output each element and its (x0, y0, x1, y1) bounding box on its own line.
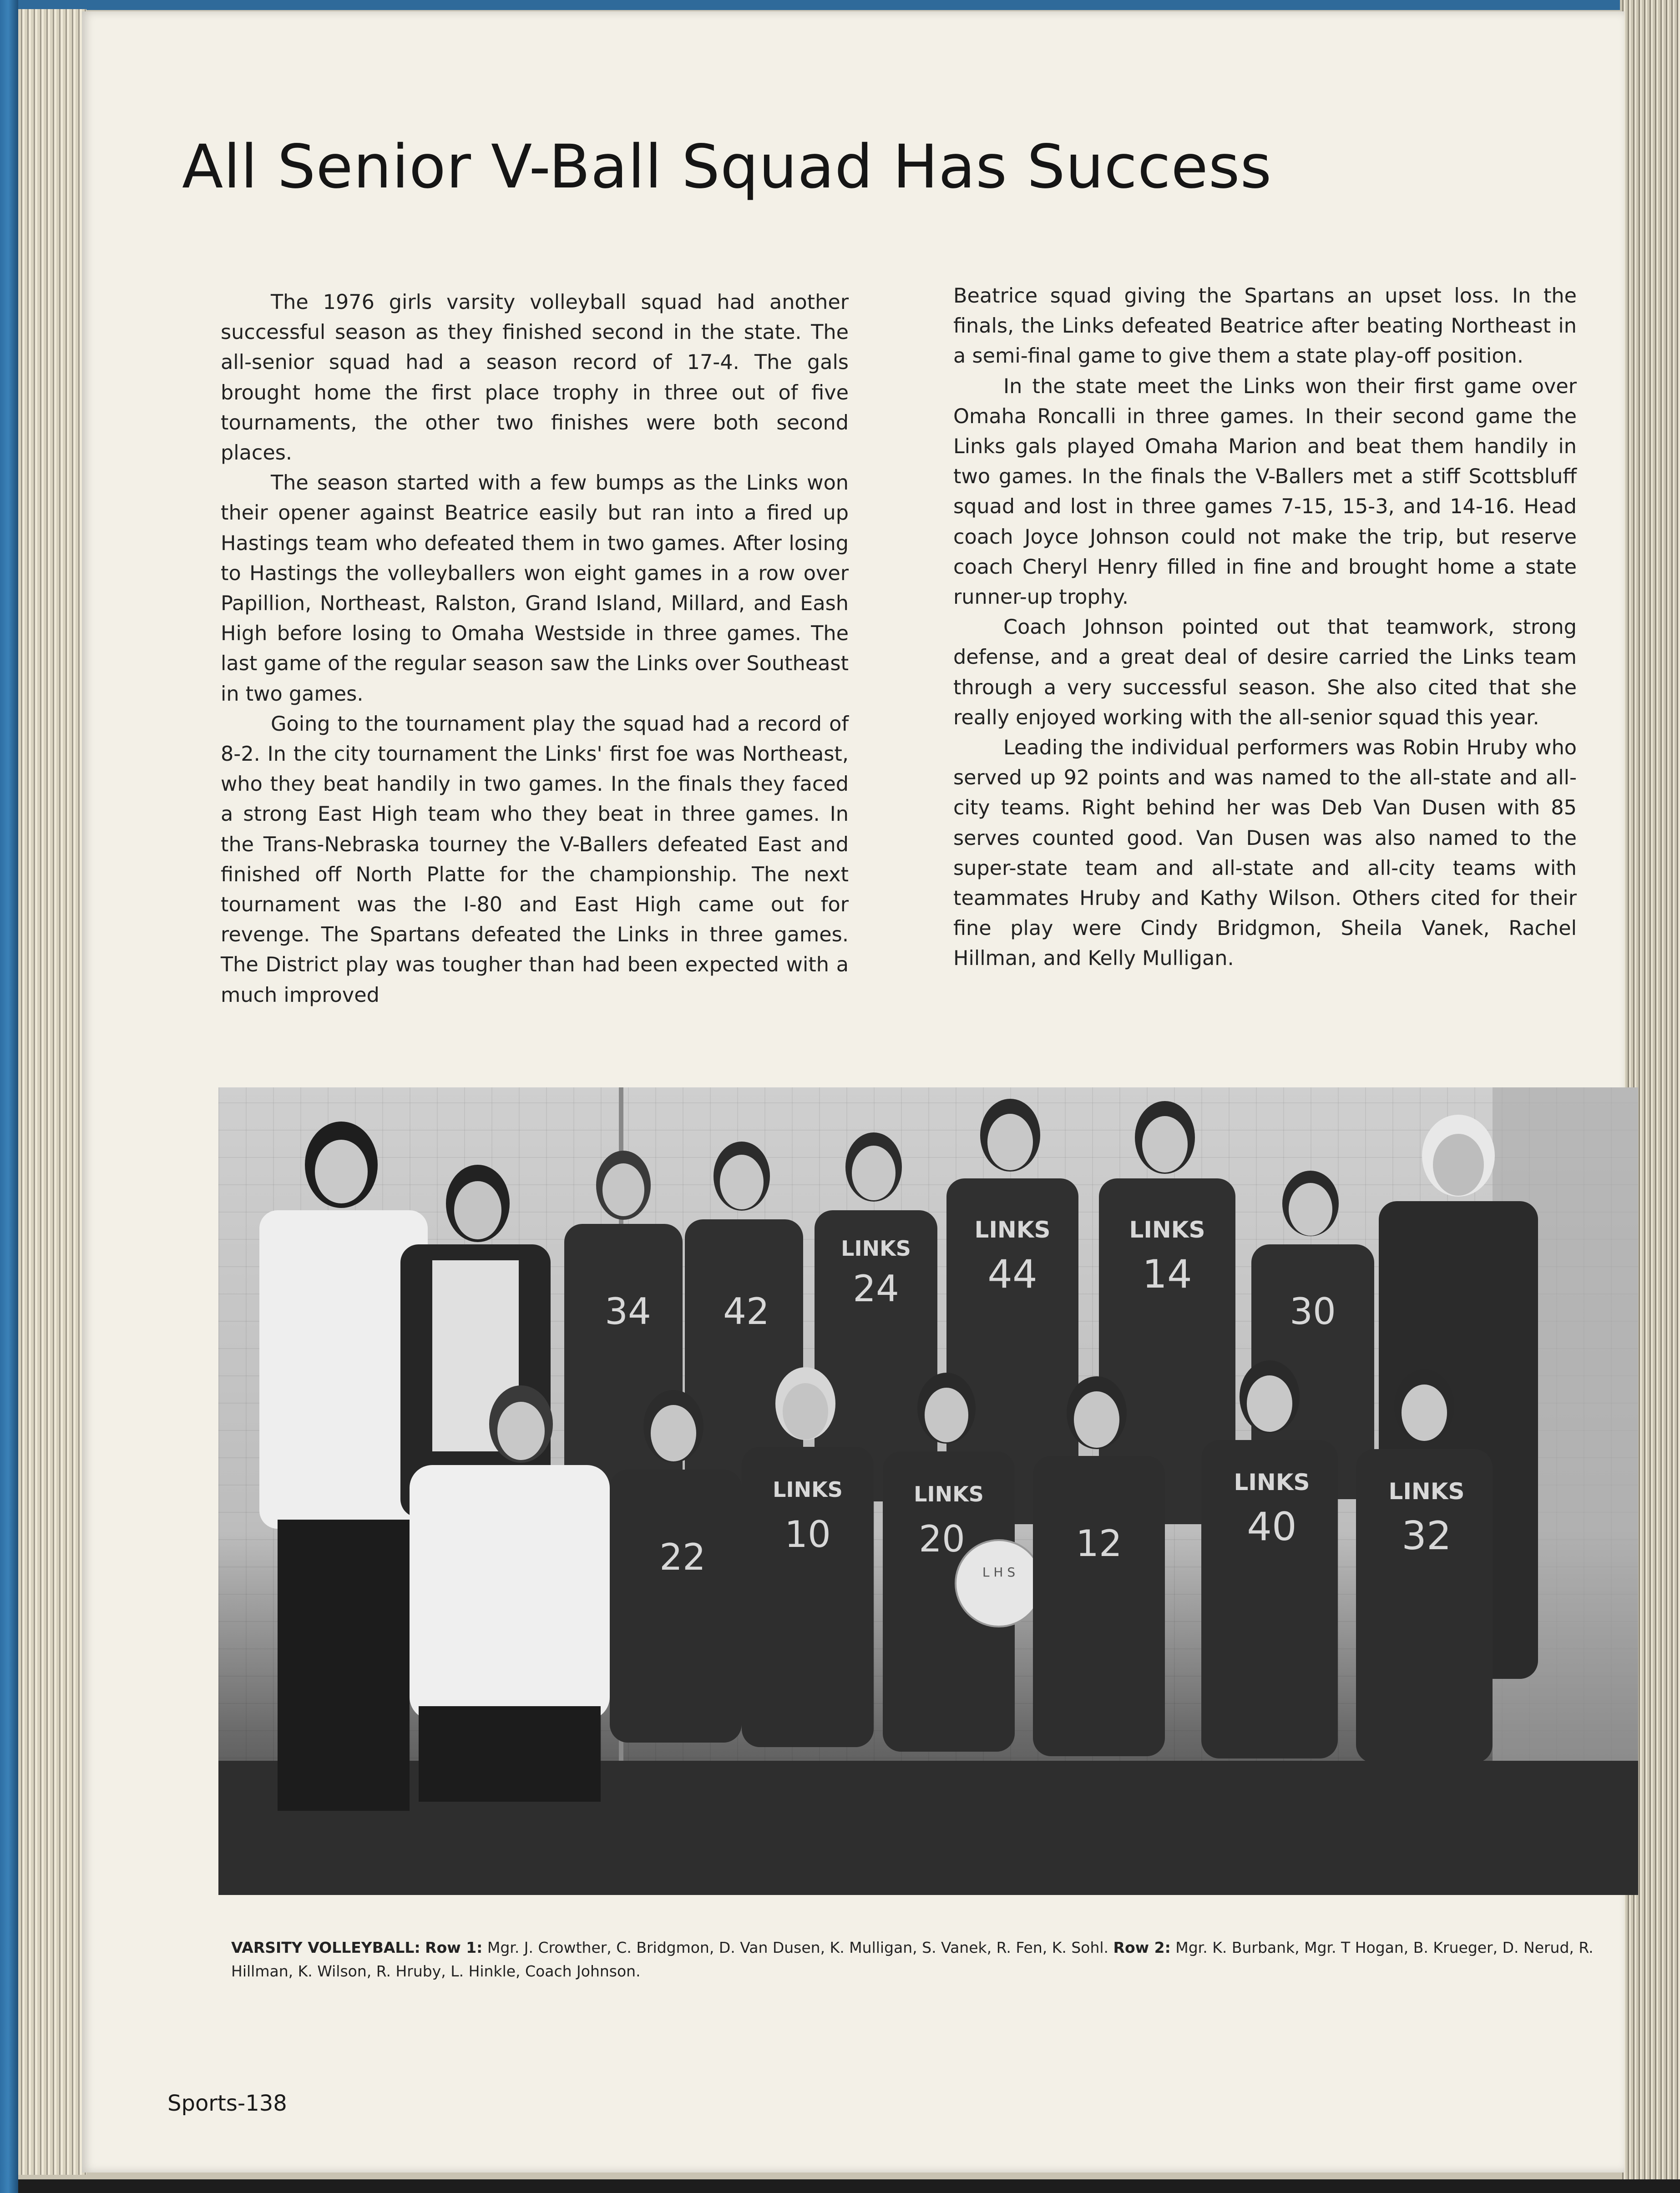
caption-heading: VARSITY VOLLEYBALL: (231, 1939, 420, 1956)
jersey-number: 12 (1076, 1522, 1122, 1565)
paragraph: In the state meet the Links won their first game over Omaha Roncalli in three games. In their second game the Links gals played Omaha Marion and beat them handily in two games. In the finals the V-Ballers met a stiff Scottsbluff squad and lost in three games 7-15, 15-3, and 14-16. Head coach Joyce Johnson could not make the trip, but reserve coach Cheryl Henry filled in fine and brought home a state runner-up trophy. (953, 374, 1577, 609)
jersey-number: 20 (919, 1518, 965, 1560)
paragraph: Beatrice squad giving the Spartans an upset loss. In the finals, the Links defeated Beatrice after beating Northeast in a semi-final game to give them a state play-off position. (953, 284, 1577, 368)
jersey-number: 24 (853, 1268, 899, 1310)
jersey-label: LINKS (1234, 1469, 1310, 1496)
caption-row1-label: Row 1: (425, 1939, 483, 1956)
paragraph: The 1976 girls varsity volleyball squad had another successful season as they finished second in the state. The all-senior squad had a season record of 17-4. The gals brought home the first place trophy in three out of five tournaments, the other two finishes were both second places. (221, 291, 849, 465)
page-number: Sports-138 (167, 2091, 287, 2116)
page-edges-left (18, 9, 86, 2175)
jersey-label: LINKS (1129, 1217, 1205, 1243)
jersey-label: LINKS (974, 1217, 1051, 1243)
article-column-right (953, 281, 1577, 974)
jersey-label: LINKS (841, 1236, 911, 1261)
jersey-label: LINKS (773, 1477, 843, 1502)
caption-row2-label: Row 2: (1113, 1939, 1171, 1956)
jersey-number: 10 (784, 1513, 831, 1556)
jersey-number: 14 (1142, 1252, 1192, 1297)
book-cover-top (18, 0, 1680, 10)
player-back-3 (815, 1132, 937, 1501)
team-photo (218, 1087, 1638, 1895)
jersey-number: 42 (723, 1290, 769, 1333)
photo-caption (231, 1936, 1637, 1983)
book-cover-bottom (18, 2179, 1680, 2193)
jersey-number: 44 (987, 1252, 1037, 1297)
paragraph: Leading the individual performers was Robin Hruby who served up 92 points and was named to the all-state and all-city teams. Right behind her was Deb Van Dusen with 85 serves counted good. Van Dusen was also named to the super-state team and all-state and all-city teams with teammates Hruby and Kathy Wilson. Others cited for their fine play were Cindy Bridgmon, Sheila Vanek, Rachel Hillman, and Kelly Mulligan. (953, 736, 1577, 970)
jersey-number: 34 (605, 1290, 651, 1333)
paragraph: The season started with a few bumps as the Links won their opener against Beatrice easily but ran into a fired up Hastings team who defeated them in two games. After losing to Hastings the volleyballers won eight games in a row over Papillion, Northeast, Ralston, Grand Island, Millard, and Eash High before losing to Omaha Westside in three games. The last game of the regular season saw the Links over Southeast in two games. (221, 471, 849, 706)
article-column-left (221, 288, 849, 1011)
paragraph: Coach Johnson pointed out that teamwork, strong defense, and a great deal of desire carried the Links team through a very successful season. She also cited that she really enjoyed working with the all-senior squad this year. (953, 616, 1577, 729)
paragraph: Going to the tournament play the squad had a record of 8-2. In the city tournament the Links' first foe was Northeast, who they beat handily in two games. In the finals they faced a strong East High team who they beat in three games. In the Trans-Nebraska tourney the V-Ballers defeated East and finished off North Platte for the championship. The next tournament was the I-80 and East High came out for revenge. The Spartans defeated the Links in three games. The District play was tougher than had been expected with a much improved (221, 712, 849, 1007)
jersey-number: 22 (659, 1536, 706, 1578)
volleyball-label: L H S (982, 1565, 1016, 1580)
jersey-number: 32 (1402, 1513, 1452, 1559)
volleyball (956, 1540, 1042, 1627)
caption-row2-names: Mgr. K. Burbank, Mgr. T Hogan, B. Krueger, D. Nerud, R. Hillman, K. Wilson, R. Hruby, L. Hinkle, Coach Johnson. (231, 1939, 1594, 1980)
team-photo-drawing (218, 1087, 1638, 1895)
jersey-label: LINKS (1388, 1478, 1465, 1505)
player-back-2 (685, 1142, 803, 1497)
article-headline: All Senior V-Ball Squad Has Success (182, 132, 1272, 202)
caption-row1-names: Mgr. J. Crowther, C. Bridgmon, D. Van Dusen, K. Mulligan, S. Vanek, R. Fen, K. Sohl. (487, 1939, 1109, 1956)
jersey-label: LINKS (914, 1482, 984, 1506)
jersey-number: 30 (1290, 1290, 1336, 1333)
jersey-number: 40 (1247, 1504, 1297, 1550)
